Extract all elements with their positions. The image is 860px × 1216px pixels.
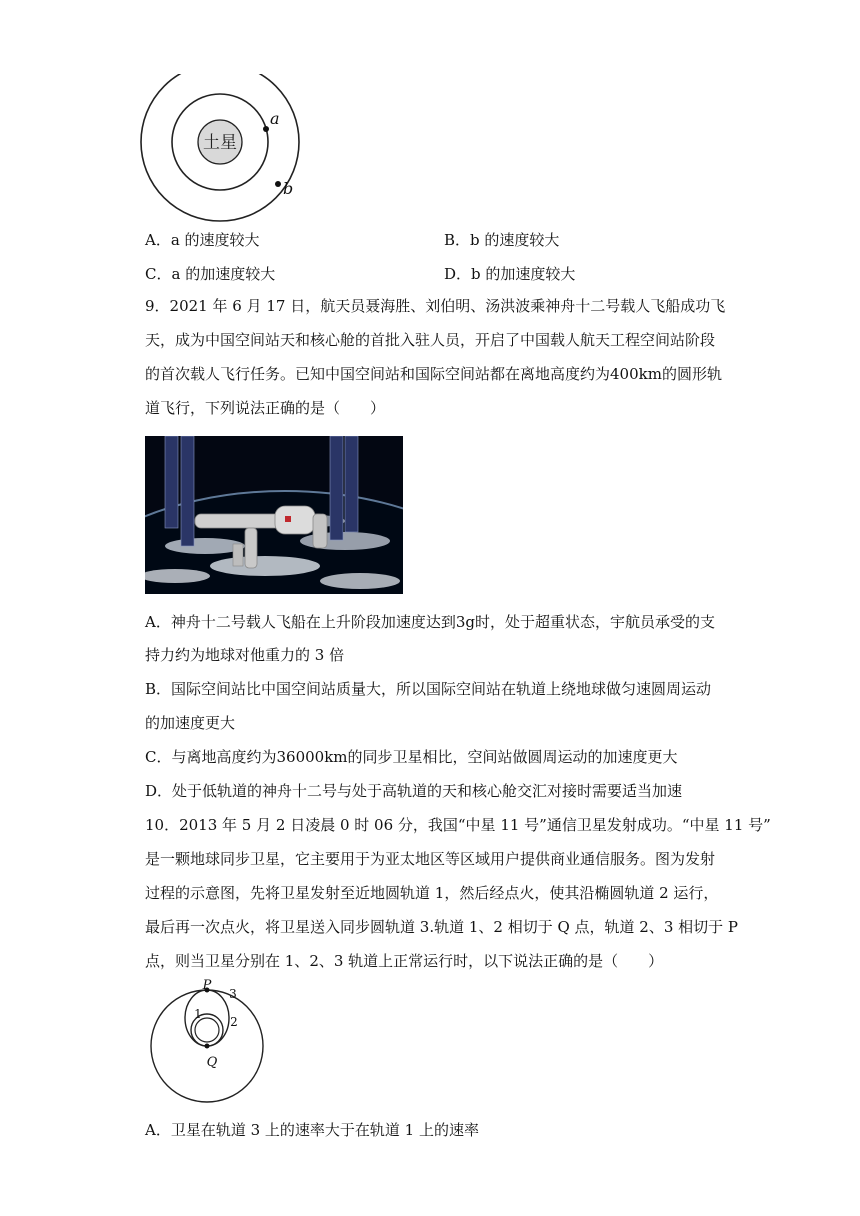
label-a: a — [270, 109, 280, 128]
q10-stem-line: 点，则当卫星分别在 1、2、3 轨道上正常运行时，以下说法正确的是（ ） — [145, 952, 664, 970]
q9-option-a[interactable]: A．神舟十二号载人飞船在上升阶段加速度达到3g时，处于超重状态，宇航员承受的支 — [145, 613, 715, 631]
q8-option-d[interactable]: D．b 的加速度较大 — [444, 265, 576, 283]
transfer-orbit-diagram — [140, 978, 275, 1108]
q9-option-d[interactable]: D．处于低轨道的神舟十二号与处于高轨道的天和核心舱交汇对接时需要适当加速 — [145, 782, 683, 800]
q10-option-a[interactable]: A．卫星在轨道 3 上的速率大于在轨道 1 上的速率 — [145, 1121, 479, 1139]
earth-circle — [195, 1018, 219, 1042]
q10-stem-line: 10．2013 年 5 月 2 日凌晨 0 时 06 分，我国“中星 11 号”通信卫星发射成功。“中星 11 号” — [145, 816, 771, 834]
space-station-photo — [145, 436, 403, 594]
satellite-b-dot — [275, 181, 281, 187]
point-Q-dot — [205, 1044, 210, 1049]
planet-label: 土星 — [203, 133, 237, 153]
q9-stem-line: 9．2021 年 6 月 17 日，航天员聂海胜、刘伯明、汤洪波乘神舟十二号载人飞船成功飞 — [145, 297, 726, 315]
q9-option-a-cont: 持力约为地球对他重力的 3 倍 — [145, 646, 345, 664]
q9-option-b[interactable]: B．国际空间站比中国空间站质量大，所以国际空间站在轨道上绕地球做匀速圆周运动 — [145, 680, 712, 698]
q8-option-a[interactable]: A．a 的速度较大 — [145, 231, 260, 249]
label-1: 1 — [194, 1007, 202, 1021]
q8-option-c[interactable]: C．a 的加速度较大 — [145, 265, 276, 283]
label-2: 2 — [230, 1015, 238, 1029]
q9-option-c[interactable]: C．与离地高度约为36000km的同步卫星相比，空间站做圆周运动的加速度更大 — [145, 748, 678, 766]
q8-option-b[interactable]: B．b 的速度较大 — [444, 231, 560, 249]
label-P: P — [202, 978, 212, 993]
saturn-orbit-diagram — [140, 74, 310, 224]
q9-stem-line: 道飞行，下列说法正确的是（ ） — [145, 399, 386, 417]
label-3: 3 — [229, 987, 237, 1001]
label-Q: Q — [206, 1055, 218, 1070]
label-b: b — [283, 179, 294, 198]
q10-stem-line: 过程的示意图，先将卫星发射至近地圆轨道 1，然后经点火，使其沿椭圆轨道 2 运行， — [145, 884, 719, 902]
q9-option-b-cont: 的加速度更大 — [145, 714, 236, 732]
q10-stem-line: 是一颗地球同步卫星，它主要用于为亚太地区等区域用户提供商业通信服务。图为发射 — [145, 850, 716, 868]
satellite-a-dot — [263, 126, 269, 132]
q9-stem-line: 的首次载人飞行任务。已知中国空间站和国际空间站都在离地高度约为400km的圆形轨 — [145, 365, 722, 383]
q10-stem-line: 最后再一次点火，将卫星送入同步圆轨道 3.轨道 1、2 相切于 Q 点，轨道 2、3 相切于 P — [145, 918, 739, 936]
q9-stem-line: 天，成为中国空间站天和核心舱的首批入驻人员，开启了中国载人航天工程空间站阶段 — [145, 331, 716, 349]
